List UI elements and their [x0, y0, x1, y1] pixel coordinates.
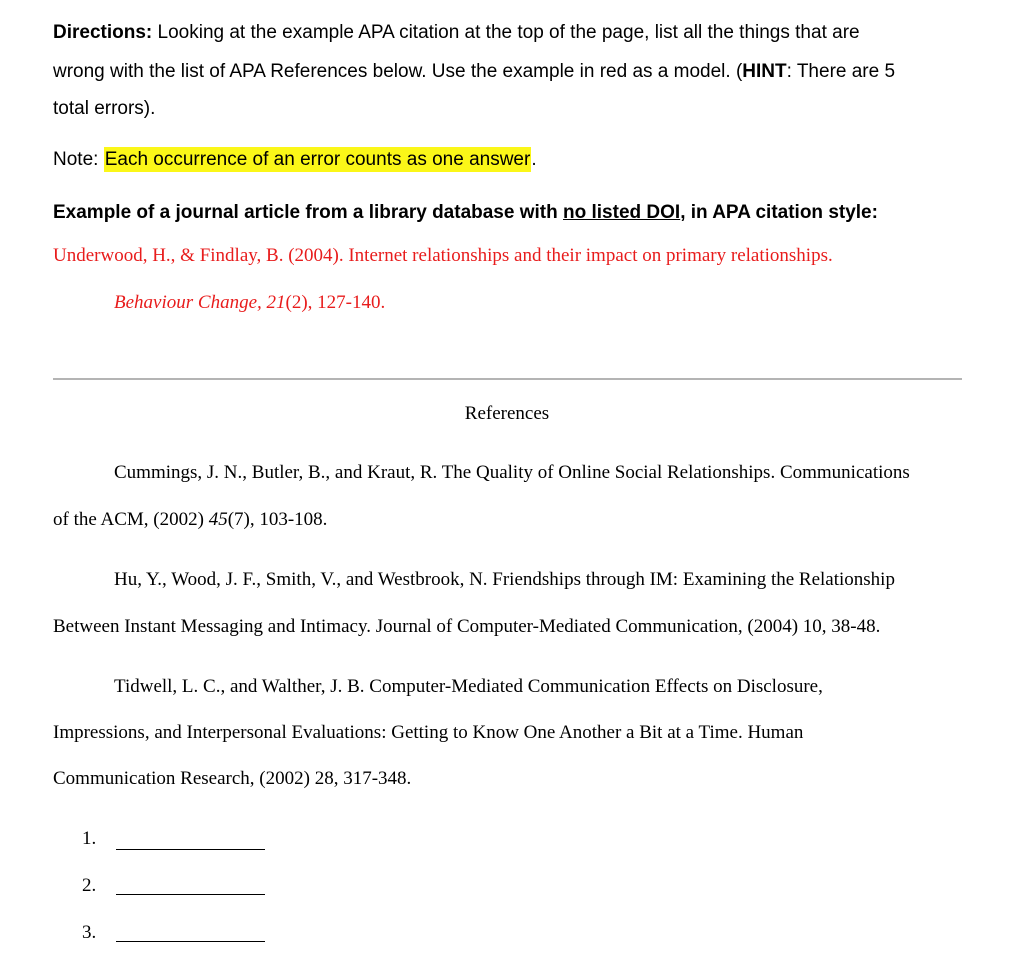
- reference-3-line-1: Tidwell, L. C., and Walther, J. B. Computer-Mediated Communication Effects on Disclosure,: [114, 676, 823, 697]
- answer-blank-3[interactable]: [116, 941, 265, 942]
- note-highlight: Each occurrence of an error counts as one answer: [104, 149, 531, 170]
- example-citation-rest: (2), 127-140.: [285, 292, 386, 313]
- example-journal: Behaviour Change, 21: [114, 292, 286, 313]
- directions-line-2: [53, 61, 895, 83]
- reference-3-line-2: Impressions, and Interpersonal Evaluations: Getting to Know One Another a Bit at a Time. Human: [53, 722, 804, 743]
- reference-1-line-1: Cummings, J. N., Butler, B., and Kraut, R. The Quality of Online Social Relationships. Communications: [114, 462, 910, 483]
- reference-1-text-b: (7), 103-108.: [227, 509, 328, 530]
- hint-label: HINT: [742, 61, 787, 82]
- example-citation-line-1: Underwood, H., & Findlay, B. (2004). Internet relationships and their impact on primary relationships.: [53, 245, 833, 266]
- note-suffix: .: [531, 149, 537, 170]
- directions-line-3: total errors).: [53, 98, 156, 119]
- directions-text-2a: wrong with the list of APA References below. Use the example in red as a model. (: [53, 61, 743, 82]
- section-divider: [53, 378, 962, 380]
- answer-number-2: 2.: [82, 875, 97, 896]
- directions-text-1: Looking at the example APA citation at the top of the page, list all the things that are: [152, 22, 860, 43]
- note-line: [53, 149, 537, 171]
- note-prefix: Note:: [53, 149, 104, 170]
- reference-2-line-2: Between Instant Messaging and Intimacy. Journal of Computer-Mediated Communication, (2004) 10, 38-48.: [53, 616, 881, 637]
- reference-1-text-a: of the ACM, (2002): [53, 509, 209, 530]
- answer-number-3: 3.: [82, 922, 97, 943]
- example-heading: [53, 202, 878, 224]
- answer-blank-2[interactable]: [116, 894, 265, 895]
- answer-number-1: 1.: [82, 828, 97, 849]
- reference-2-line-1: Hu, Y., Wood, J. F., Smith, V., and Westbrook, N. Friendships through IM: Examining the Relationship: [114, 569, 895, 590]
- directions-text-2b: : There are 5: [786, 61, 896, 82]
- references-title: References: [464, 403, 550, 424]
- directions-line-1: [53, 22, 860, 44]
- directions-label: Directions:: [53, 22, 153, 43]
- example-heading-a: Example of a journal article from a library database with: [53, 202, 563, 223]
- reference-1-volume: 45: [208, 509, 228, 530]
- reference-3-line-3: Communication Research, (2002) 28, 317-348.: [53, 768, 412, 789]
- reference-1-line-2: [53, 509, 327, 531]
- example-heading-b: , in APA citation style:: [680, 202, 878, 223]
- example-heading-underlined: no listed DOI: [563, 202, 681, 223]
- answer-blank-1[interactable]: [116, 849, 265, 850]
- example-citation-line-2: [114, 292, 385, 314]
